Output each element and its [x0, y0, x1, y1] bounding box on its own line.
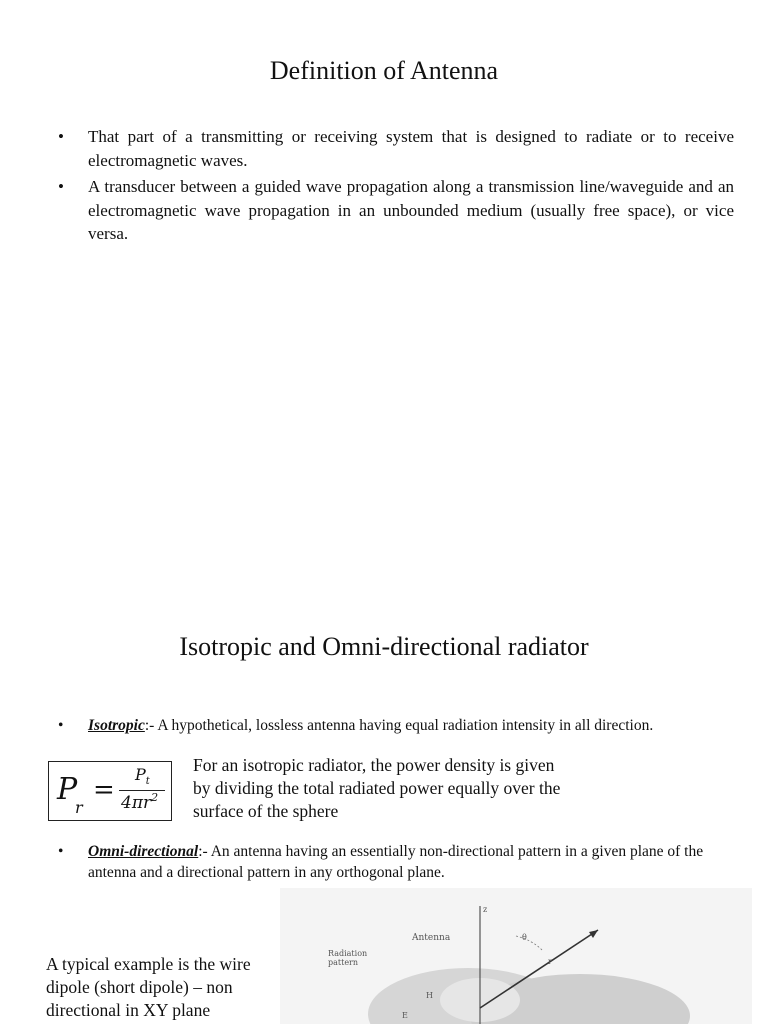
h-field-label: H — [426, 991, 433, 1000]
power-density-formula — [48, 761, 172, 821]
isotropic-term: Isotropic — [88, 717, 145, 734]
formula-lhs-subscript: r — [75, 798, 83, 817]
dipole-example-text: A typical example is the wire dipole (short dipole) – non directional in XY plane — [46, 954, 251, 1020]
list-item: • A transducer between a guided wave propagation along a transmission line/waveguide and an electromagnetic wave propagation in an unbounded medium (usually free space), or vice versa. — [56, 175, 734, 246]
formula-den-base: 4πr — [121, 793, 152, 813]
e-field-label: E — [402, 1011, 408, 1020]
radiation-label-2: pattern — [328, 958, 359, 967]
formula-equals: = — [93, 775, 115, 805]
radiation-label-1: Radiation — [328, 949, 368, 958]
formula-numerator — [135, 765, 150, 787]
isotropic-bullet — [56, 715, 734, 736]
formula-num-symbol: P — [135, 765, 146, 784]
omni-definition: :- An antenna having an essentially non-directional pattern in a given plane of the antenna and a directional pattern in any orthogonal plane. — [88, 843, 704, 881]
omni-term: Omni-directional — [88, 843, 199, 860]
definition-list — [56, 125, 734, 249]
formula-num-subscript: t — [145, 776, 150, 787]
isotropic-definition: :- A hypothetical, lossless antenna having equal radiation intensity in all direction. — [144, 717, 654, 734]
list-item — [56, 841, 734, 883]
list-item — [56, 715, 734, 736]
section-title-isotropic: Isotropic and Omni-directional radiator — [179, 632, 589, 661]
formula-lhs: P — [57, 772, 78, 807]
list-item: • That part of a transmitting or receiving system that is designed to radiate or to receive electromagnetic waves. — [56, 125, 734, 172]
omni-bullet — [56, 841, 734, 883]
formula-denominator — [121, 793, 158, 813]
dipole-radiation-figure — [280, 888, 752, 1024]
theta-label: θ — [522, 933, 527, 942]
isotropic-note: For an isotropic radiator, the power density is given by dividing the total radiated power equally over the surface of the sphere — [193, 755, 561, 821]
z-axis-label: z — [483, 905, 488, 914]
formula-den-superscript: 2 — [151, 791, 159, 804]
antenna-label: Antenna — [412, 933, 451, 943]
fraction-bar — [119, 790, 165, 791]
section-title-definition: Definition of Antenna — [269, 56, 499, 85]
r-label: r — [548, 957, 552, 966]
